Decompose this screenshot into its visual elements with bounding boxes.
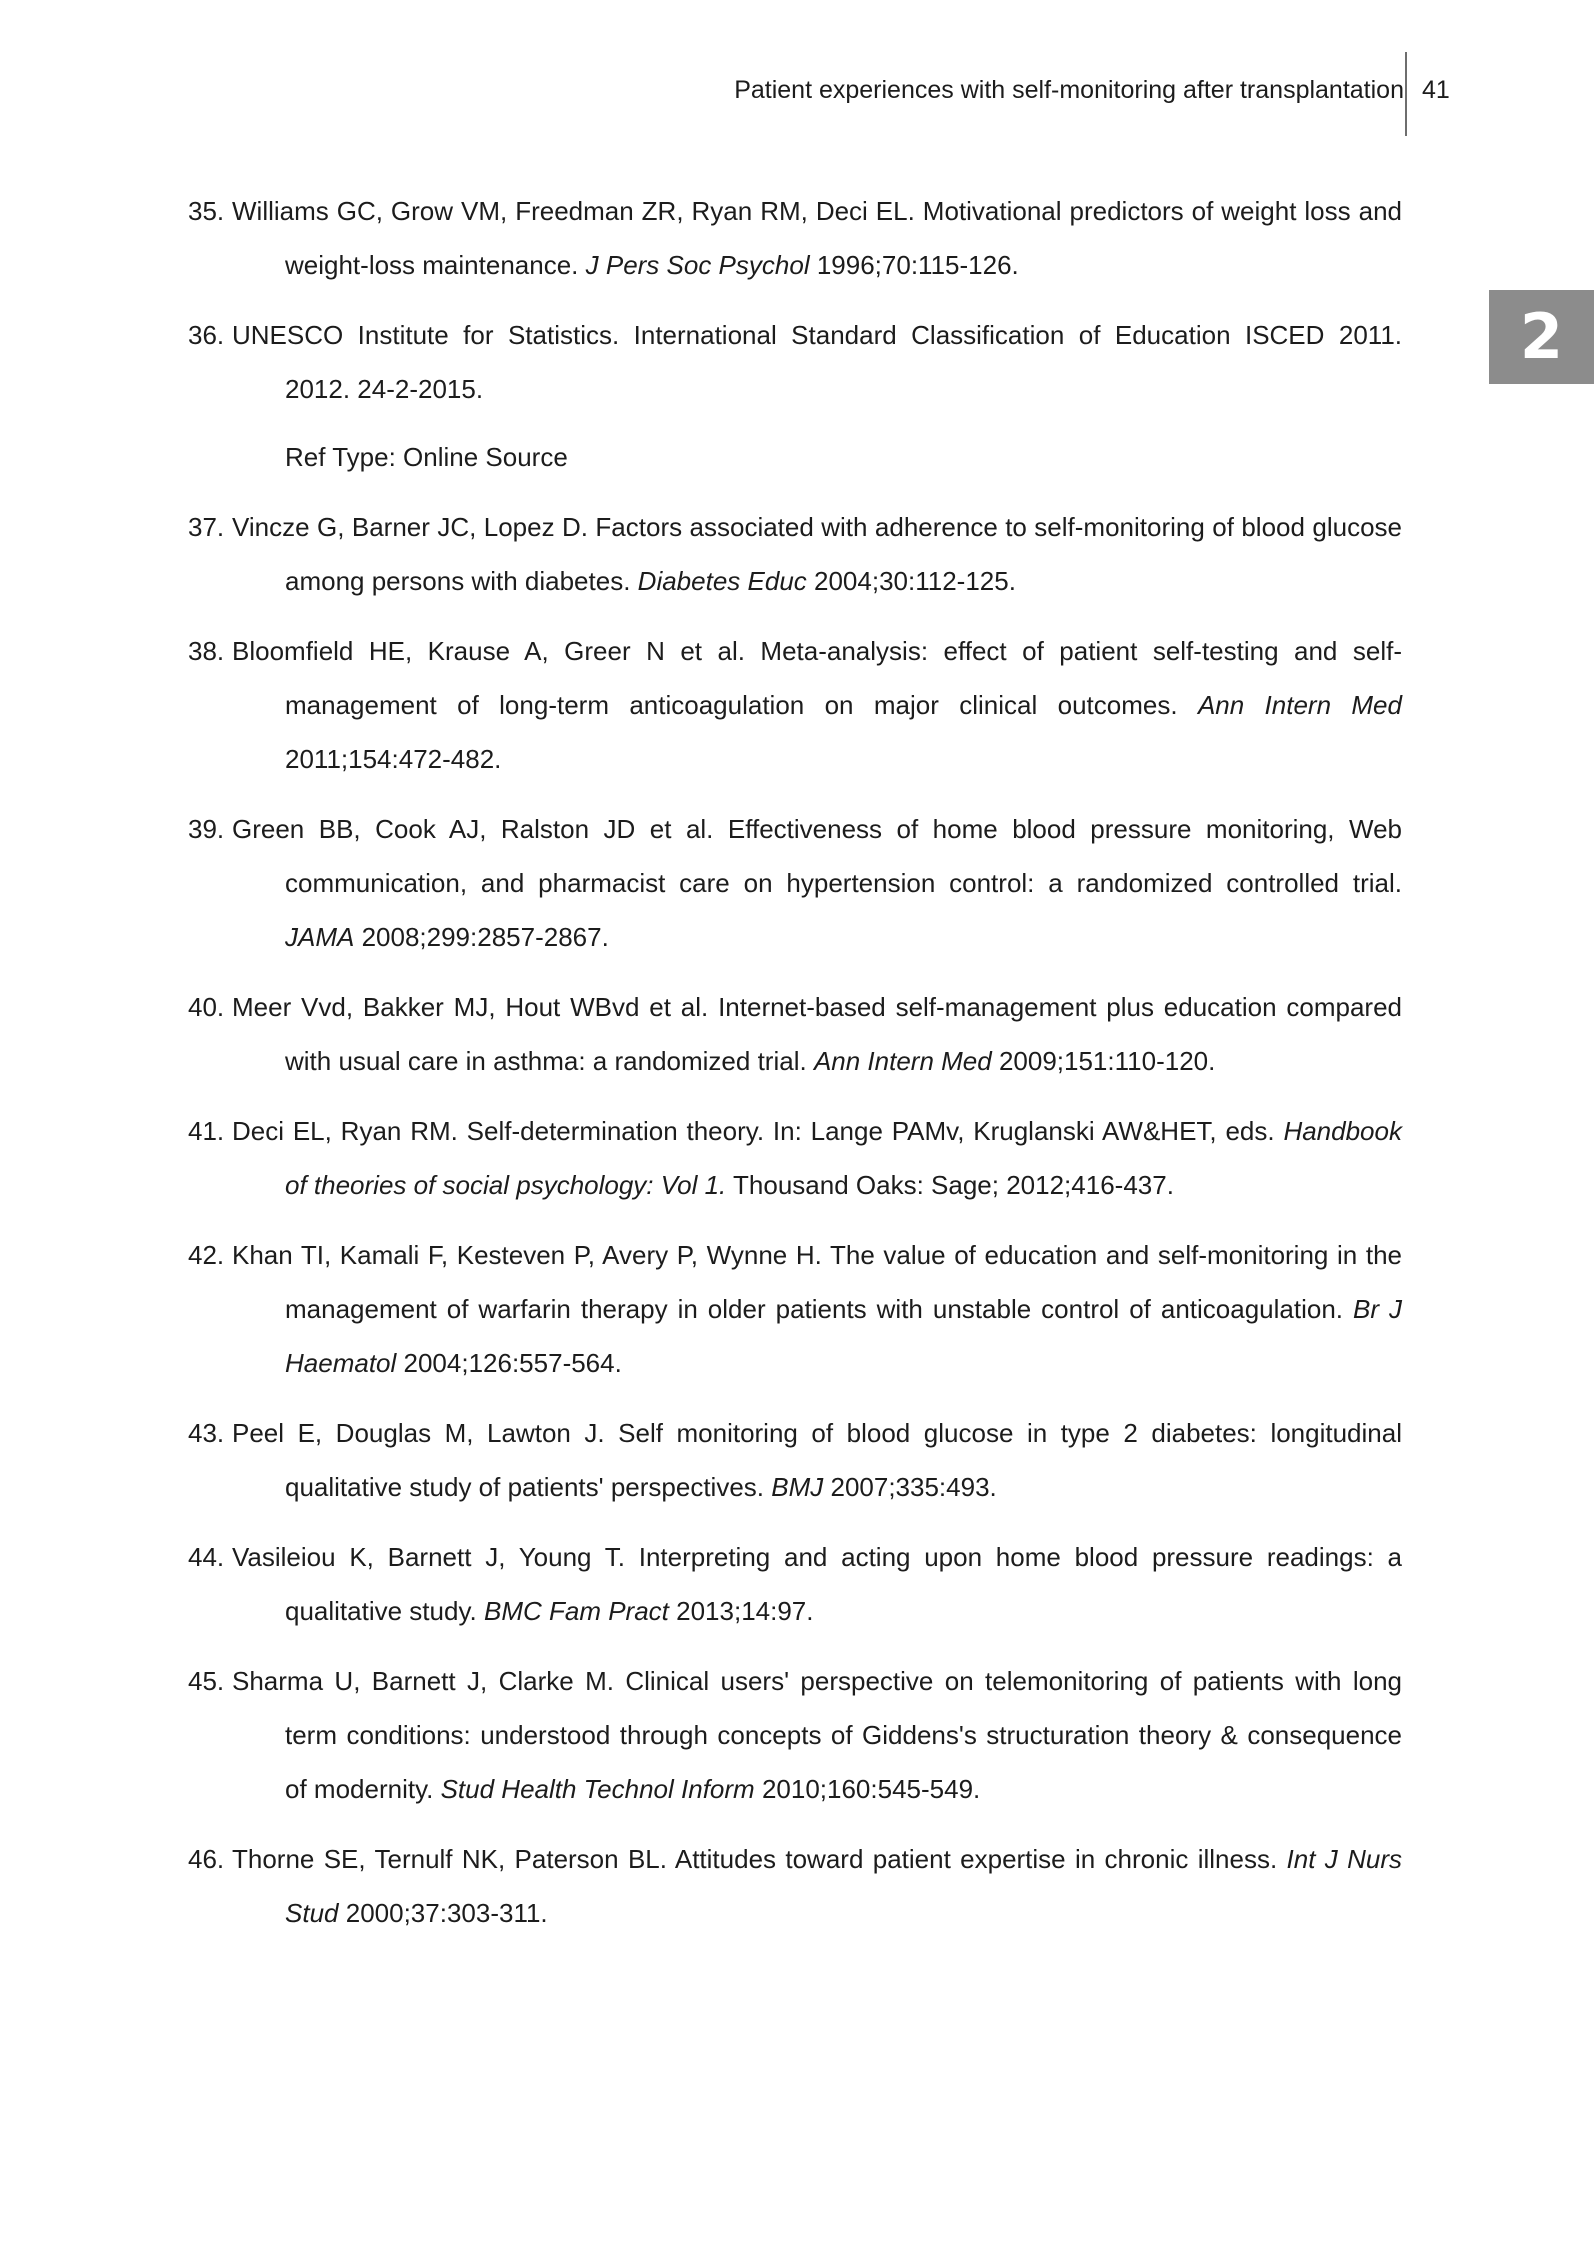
reference-item (188, 1654, 1402, 1816)
reference-text: Williams GC, Grow VM, Freedman ZR, Ryan RM, Deci EL. Motivational predictors of weight loss and weight-loss maintenance. (232, 196, 1402, 280)
reference-text: Peel E, Douglas M, Lawton J. Self monitoring of blood glucose in type 2 diabetes: longitudinal qualitative study of patients' perspectives. (232, 1418, 1402, 1502)
reference-journal: J Pers Soc Psychol (585, 250, 810, 280)
reference-item (188, 802, 1402, 964)
reference-citation: 2009;151:110-120. (998, 1046, 1216, 1076)
reference-citation: 2007;335:493. (830, 1472, 997, 1502)
reference-body (232, 1542, 1402, 1626)
reference-item (188, 184, 1402, 292)
reference-body (232, 1666, 1402, 1804)
reference-body (232, 1116, 1402, 1200)
reference-number: 43. (188, 1418, 225, 1448)
reference-item (188, 980, 1402, 1088)
reference-body (232, 512, 1402, 596)
reference-text: Green BB, Cook AJ, Ralston JD et al. Effectiveness of home blood pressure monitoring, Web communication, and pharmacist care on hypertension control: a randomized controlled trial. (232, 814, 1402, 898)
reference-text: Meer Vvd, Bakker MJ, Hout WBvd et al. Internet-based self-management plus education compared with usual care in asthma: a randomized trial. (232, 992, 1402, 1076)
reference-item (188, 1228, 1402, 1390)
reference-number: 45. (188, 1666, 225, 1696)
reference-journal: Br J Haematol (285, 1294, 1403, 1378)
reference-text: Vincze G, Barner JC, Lopez D. Factors associated with adherence to self-monitoring of blood glucose among persons with diabetes. (232, 512, 1402, 596)
reference-journal: Ann Intern Med (1197, 690, 1402, 720)
reference-number: 35. (188, 196, 225, 226)
reference-citation: 2010;160:545-549. (761, 1774, 981, 1804)
reference-number: 36. (188, 320, 225, 350)
reference-citation: 2013;14:97. (676, 1596, 814, 1626)
reference-number: 40. (188, 992, 225, 1022)
reference-citation: 1996;70:115-126. (816, 250, 1019, 280)
reference-journal: Int J Nurs Stud (285, 1844, 1403, 1928)
reference-item (188, 1832, 1402, 1940)
running-title: Patient experiences with self-monitoring after transplantation (734, 76, 1404, 104)
reference-citation: Thousand Oaks: Sage; 2012;416-437. (733, 1170, 1174, 1200)
reference-citation: 2004;126:557-564. (403, 1348, 622, 1378)
reference-list (188, 184, 1402, 1956)
reference-citation: 2004;30:112-125. (814, 566, 1016, 596)
reference-citation: 2008;299:2857-2867. (361, 922, 609, 952)
reference-citation: 2011;154:472-482. (285, 744, 502, 774)
reference-item (188, 624, 1402, 786)
reference-journal: BMC Fam Pract (483, 1596, 669, 1626)
reference-text: Deci EL, Ryan RM. Self-determination theory. In: Lange PAMv, Kruglanski AW&HET, eds. (232, 1116, 1275, 1146)
reference-item (188, 1530, 1402, 1638)
reference-text: Bloomfield HE, Krause A, Greer N et al. Meta-analysis: effect of patient self-testing and self-management of long-term anticoagulation on major clinical outcomes. (232, 636, 1402, 720)
reference-item (188, 1406, 1402, 1514)
reference-body (232, 1418, 1402, 1502)
running-header (0, 72, 1594, 112)
reference-citation: 2000;37:303-311. (345, 1898, 548, 1928)
reference-journal: Stud Health Technol Inform (440, 1774, 755, 1804)
reference-number: 37. (188, 512, 225, 542)
reference-journal: BMJ (771, 1472, 824, 1502)
reference-note: Ref Type: Online Source (285, 442, 568, 472)
reference-body (232, 1844, 1402, 1928)
reference-number: 44. (188, 1542, 225, 1572)
chapter-tab: 2 (1489, 290, 1594, 384)
page-number: 41 (1422, 76, 1450, 104)
header-divider (1405, 52, 1407, 136)
reference-text: Thorne SE, Ternulf NK, Paterson BL. Attitudes toward patient expertise in chronic illness. (232, 1844, 1278, 1874)
reference-journal: Ann Intern Med (813, 1046, 992, 1076)
reference-item (188, 308, 1402, 416)
reference-text: Vasileiou K, Barnett J, Young T. Interpreting and acting upon home blood pressure readings: a qualitative study. (232, 1542, 1402, 1626)
reference-body (232, 636, 1402, 774)
reference-number: 39. (188, 814, 225, 844)
reference-text: Sharma U, Barnett J, Clarke M. Clinical users' perspective on telemonitoring of patients with long term conditions: understood through concepts of Giddens's structuration theory & consequence of modernity. (232, 1666, 1402, 1804)
reference-body (232, 814, 1402, 952)
reference-body (232, 320, 1402, 404)
reference-number: 41. (188, 1116, 225, 1146)
reference-body (232, 1240, 1402, 1378)
reference-journal: Diabetes Educ (637, 566, 807, 596)
reference-text: Khan TI, Kamali F, Kesteven P, Avery P, Wynne H. The value of education and self-monitoring in the management of warfarin therapy in older patients with unstable control of anticoagulation. (232, 1240, 1402, 1324)
reference-item (188, 500, 1402, 608)
reference-number: 38. (188, 636, 225, 666)
reference-item (188, 1104, 1402, 1212)
reference-journal: Handbook of theories of social psychology: Vol 1. (285, 1116, 1402, 1200)
reference-number: 42. (188, 1240, 225, 1270)
reference-text: UNESCO Institute for Statistics. International Standard Classification of Education ISCED 2011. 2012. 24-2-2015. (232, 320, 1402, 404)
reference-number: 46. (188, 1844, 225, 1874)
reference-journal: JAMA (285, 922, 355, 952)
reference-body (232, 196, 1402, 280)
reference-body (232, 992, 1402, 1076)
